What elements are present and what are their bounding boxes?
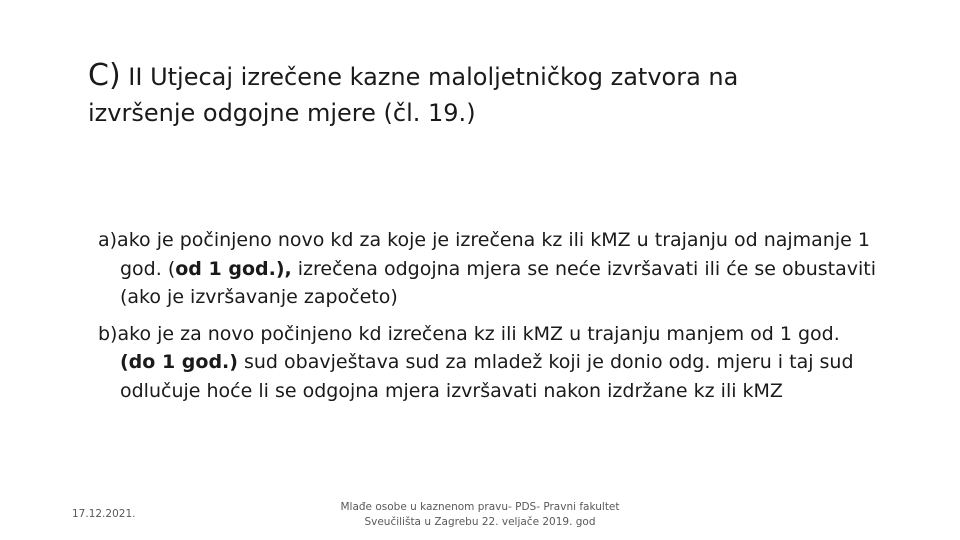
title-line-2: izvršenje odgojne mjere (čl. 19.) bbox=[88, 99, 476, 127]
item-a-text-1: a)ako je počinjeno novo kd za koje je izrečena kz ili kMZ u trajanju od najmanje 1 god. ( bbox=[98, 229, 870, 280]
item-b-text-1: b)ako je za novo počinjeno kd izrečena kz ili kMZ u trajanju manjem od 1 god. bbox=[98, 322, 840, 345]
slide-body bbox=[98, 226, 878, 413]
item-b-text-2: sud obavještava sud za mladež koji je donio odg. mjeru i taj sud odlučuje hoće li se odgojna mjera izvršavati nakon izdržane kz ili kMZ bbox=[120, 351, 854, 402]
item-b-bold: (do 1 god.) bbox=[120, 351, 238, 373]
footer-date: 17.12.2021. bbox=[72, 508, 136, 520]
footer-line-2: Sveučilišta u Zagrebu 22. veljače 2019. god bbox=[364, 516, 596, 528]
item-a-bold: od 1 god.), bbox=[175, 257, 292, 280]
list-item-a bbox=[98, 226, 878, 312]
title-line-1: II Utjecaj izrečene kazne maloljetničkog zatvora na bbox=[120, 63, 739, 91]
list-item-b bbox=[98, 320, 878, 406]
slide-title bbox=[88, 58, 888, 131]
title-letter: C) bbox=[88, 58, 121, 93]
footer-line-1: Mlađe osobe u kaznenom pravu- PDS- Pravni fakultet bbox=[340, 501, 620, 513]
footer-caption bbox=[330, 500, 630, 530]
item-a-text-2: izrečena odgojna mjera se neće izvršavati ili će se obustaviti (ako je izvršavanje započeto) bbox=[120, 257, 877, 308]
